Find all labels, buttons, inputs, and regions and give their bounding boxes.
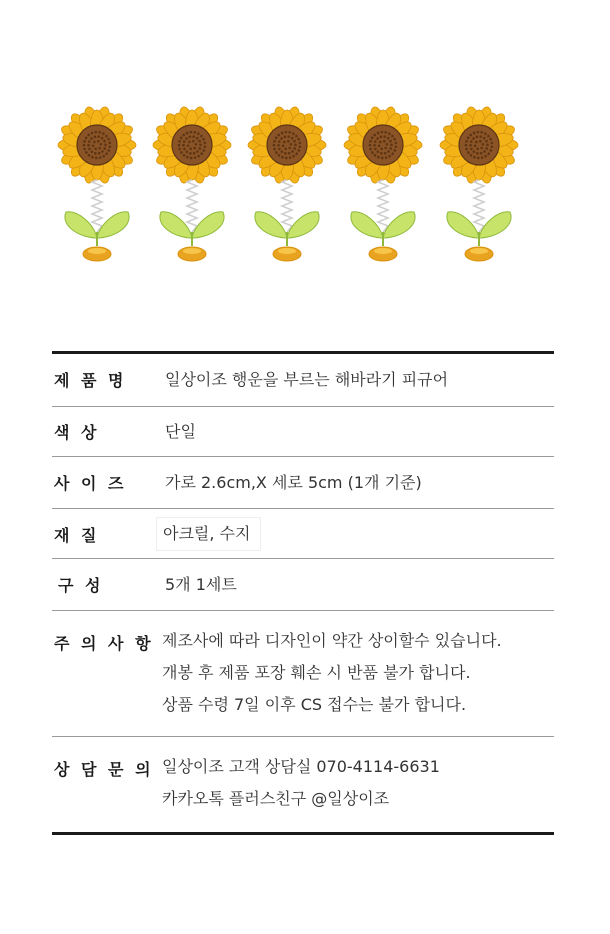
spec-value bbox=[156, 517, 261, 551]
product-image bbox=[0, 0, 610, 330]
spec-value bbox=[165, 416, 196, 448]
spec-value-line: 일상이조 행운을 부르는 해바라기 피규어 bbox=[165, 370, 449, 389]
sunflower-figure-icon bbox=[147, 100, 237, 270]
sunflower-figure-icon bbox=[52, 100, 142, 270]
sunflower-figure-icon bbox=[242, 100, 332, 270]
spec-label: 주 의 사 항 bbox=[54, 634, 154, 653]
spec-table bbox=[52, 351, 554, 835]
spec-value-line: 제조사에 따라 디자인이 약간 상이할수 있습니다. bbox=[162, 631, 502, 650]
spec-row-product-name bbox=[52, 354, 554, 407]
spec-value-line: 일상이조 고객 상담실 070-4114-6631 bbox=[162, 757, 440, 776]
spec-value-line: 카카오톡 플러스친구 @일상이조 bbox=[162, 789, 390, 808]
spec-label: 사 이 즈 bbox=[54, 474, 127, 493]
spec-value bbox=[162, 751, 440, 815]
table-bottom-rule bbox=[52, 832, 554, 835]
spec-label: 색 상 bbox=[54, 423, 100, 442]
spec-label: 제 품 명 bbox=[54, 371, 127, 390]
spec-value bbox=[165, 364, 448, 396]
spec-value bbox=[162, 625, 502, 721]
spec-label: 구 성 bbox=[58, 576, 104, 595]
spec-value bbox=[165, 569, 237, 601]
spec-value bbox=[165, 467, 422, 499]
spec-row-contact bbox=[52, 737, 554, 832]
spec-value-line: 아크릴, 수지 bbox=[163, 524, 251, 543]
spec-row-size bbox=[52, 457, 554, 509]
spec-value-line: 단일 bbox=[165, 422, 196, 441]
spec-value-line: 개봉 후 제품 포장 훼손 시 반품 불가 합니다. bbox=[162, 663, 471, 682]
sunflower-figure-icon bbox=[338, 100, 428, 270]
spec-row-composition bbox=[52, 559, 554, 611]
spec-row-caution bbox=[52, 611, 554, 737]
spec-value-line: 5개 1세트 bbox=[165, 575, 237, 594]
spec-label: 상 담 문 의 bbox=[54, 760, 154, 779]
spec-value-line: 상품 수령 7일 이후 CS 접수는 불가 합니다. bbox=[162, 695, 467, 714]
spec-label: 재 질 bbox=[54, 526, 100, 545]
spec-row-color bbox=[52, 407, 554, 457]
spec-row-material bbox=[52, 509, 554, 559]
spec-value-line: 가로 2.6cm,X 세로 5cm (1개 기준) bbox=[165, 473, 422, 492]
sunflower-figure-icon bbox=[434, 100, 524, 270]
